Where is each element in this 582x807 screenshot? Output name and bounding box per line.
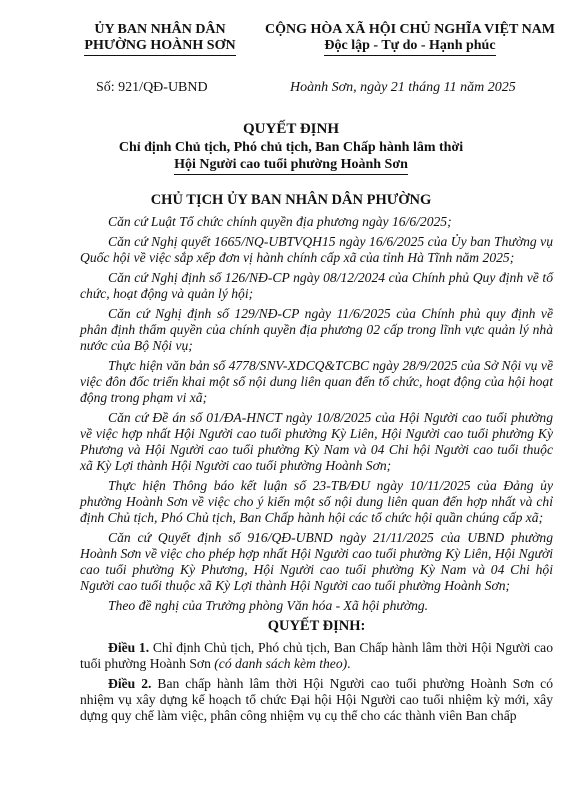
article-note: (có danh sách kèm theo) <box>214 656 348 671</box>
article-label: Điều 2. <box>108 676 152 691</box>
subtitle-line-1: Chỉ định Chủ tịch, Phó chủ tịch, Ban Chấp hành lâm thời <box>118 140 464 155</box>
article-2 <box>80 676 553 724</box>
article-text: Ban chấp hành lâm thời Hội Người cao tuổi phường Hoành Sơn có nhiệm vụ xây dựng kế hoạch tổ chức Đại hội Hội Người cao tuổi nhiệm kỳ mới, xây dựng quy chế làm việc, phân công nhiệm vụ cụ thể cho các thành viên Ban chấp <box>80 676 554 723</box>
ground-paragraph: Căn cứ Nghị định số 129/NĐ-CP ngày 11/6/2025 của Chính phủ quy định về phân định thẩm quyền của chính quyền địa phương 02 cấp trong lĩnh vực quản lý nhà nước của Bộ Nội vụ; <box>80 306 553 353</box>
document-title: QUYẾT ĐỊNH <box>243 121 339 137</box>
article-text: Chỉ định Chủ tịch, Phó chủ tịch, Ban Chấp hành lâm thời Hội Người cao tuổi phường Hoành Sơn <box>80 640 554 671</box>
nation-line-1: CỘNG HÒA XÃ HỘI CHỦ NGHĨA VIỆT NAM <box>264 22 555 37</box>
document-number: Số: 921/QĐ-UBND <box>96 80 208 95</box>
ground-paragraph: Căn cứ Đề án số 01/ĐA-HNCT ngày 10/8/2025 của Hội Người cao tuổi phường về việc hợp nhất Hội Người cao tuổi phường Kỳ Liên, Hội Người cao tuổi phường Kỳ Phương và Hội Người cao tuổi phường Kỳ Nam và 04 Chi hội Người cao tuổi thuộc xã Kỳ Lợi thành Hội Người cao tuổi phường Hoành Sơn; <box>80 410 553 473</box>
nation-line-2: Độc lập - Tự do - Hạnh phúc <box>324 38 495 56</box>
decision-heading: QUYẾT ĐỊNH: <box>267 618 366 634</box>
org-line-2: PHƯỜNG HOÀNH SƠN <box>84 38 235 56</box>
ground-paragraph: Căn cứ Nghị định số 126/NĐ-CP ngày 08/12/2024 của Chính phủ Quy định về tổ chức, hoạt động và quản lý hội; <box>80 270 553 301</box>
document-body <box>80 214 553 728</box>
subtitle-line-2: Hội Người cao tuổi phường Hoành Sơn <box>174 156 408 175</box>
article-tail: . <box>347 656 351 671</box>
article-1 <box>80 640 553 672</box>
issuing-authority <box>60 22 260 56</box>
ground-paragraph: Theo đề nghị của Trưởng phòng Văn hóa - Xã hội phường. <box>108 598 429 613</box>
ground-paragraph: Thực hiện văn bản số 4778/SNV-XDCQ&TCBC ngày 28/9/2025 của Sở Nội vụ về việc đôn đốc triển khai một số nội dung liên quan đến tổ chức, hoạt động của hội hoạt động trong phạm vi xã; <box>80 358 553 405</box>
ground-paragraph: Căn cứ Luật Tổ chức chính quyền địa phương ngày 16/6/2025; <box>108 214 452 229</box>
org-line-1: ỦY BAN NHÂN DÂN <box>94 22 226 37</box>
ground-paragraph: Căn cứ Quyết định số 916/QĐ-UBND ngày 21/11/2025 của UBND phường Hoành Sơn về việc cho phép hợp nhất Hội Người cao tuổi phường Kỳ Liên, Hội Người cao tuổi phường Kỳ Phương, Hội Người cao tuổi phường Kỳ Nam và 04 Chi hội Người cao tuổi thuộc xã Kỳ Lợi thành Hội Người cao tuổi phường Hoành Sơn; <box>80 530 553 593</box>
ground-paragraph: Thực hiện Thông báo kết luận số 23-TB/ĐU ngày 10/11/2025 của Đảng ủy phường Hoành Sơn về việc cho ý kiến một số nội dung liên quan đến hợp nhất và chỉ định Chủ tịch, Phó Chủ tịch, Ban Chấp hành hội các tổ chức hội quần chúng cấp xã; <box>80 478 553 525</box>
document-subtitle <box>0 139 582 175</box>
issue-date: Hoành Sơn, ngày 21 tháng 11 năm 2025 <box>290 80 516 95</box>
ground-paragraph: Căn cứ Nghị quyết 1665/NQ-UBTVQH15 ngày 16/6/2025 của Ủy ban Thường vụ Quốc hội về việc sắp xếp đơn vị hành chính cấp xã của tỉnh Hà Tĩnh năm 2025; <box>80 234 553 265</box>
national-motto <box>245 22 575 56</box>
article-label: Điều 1. <box>108 640 150 655</box>
authority-heading: CHỦ TỊCH ỦY BAN NHÂN DÂN PHƯỜNG <box>150 192 432 208</box>
